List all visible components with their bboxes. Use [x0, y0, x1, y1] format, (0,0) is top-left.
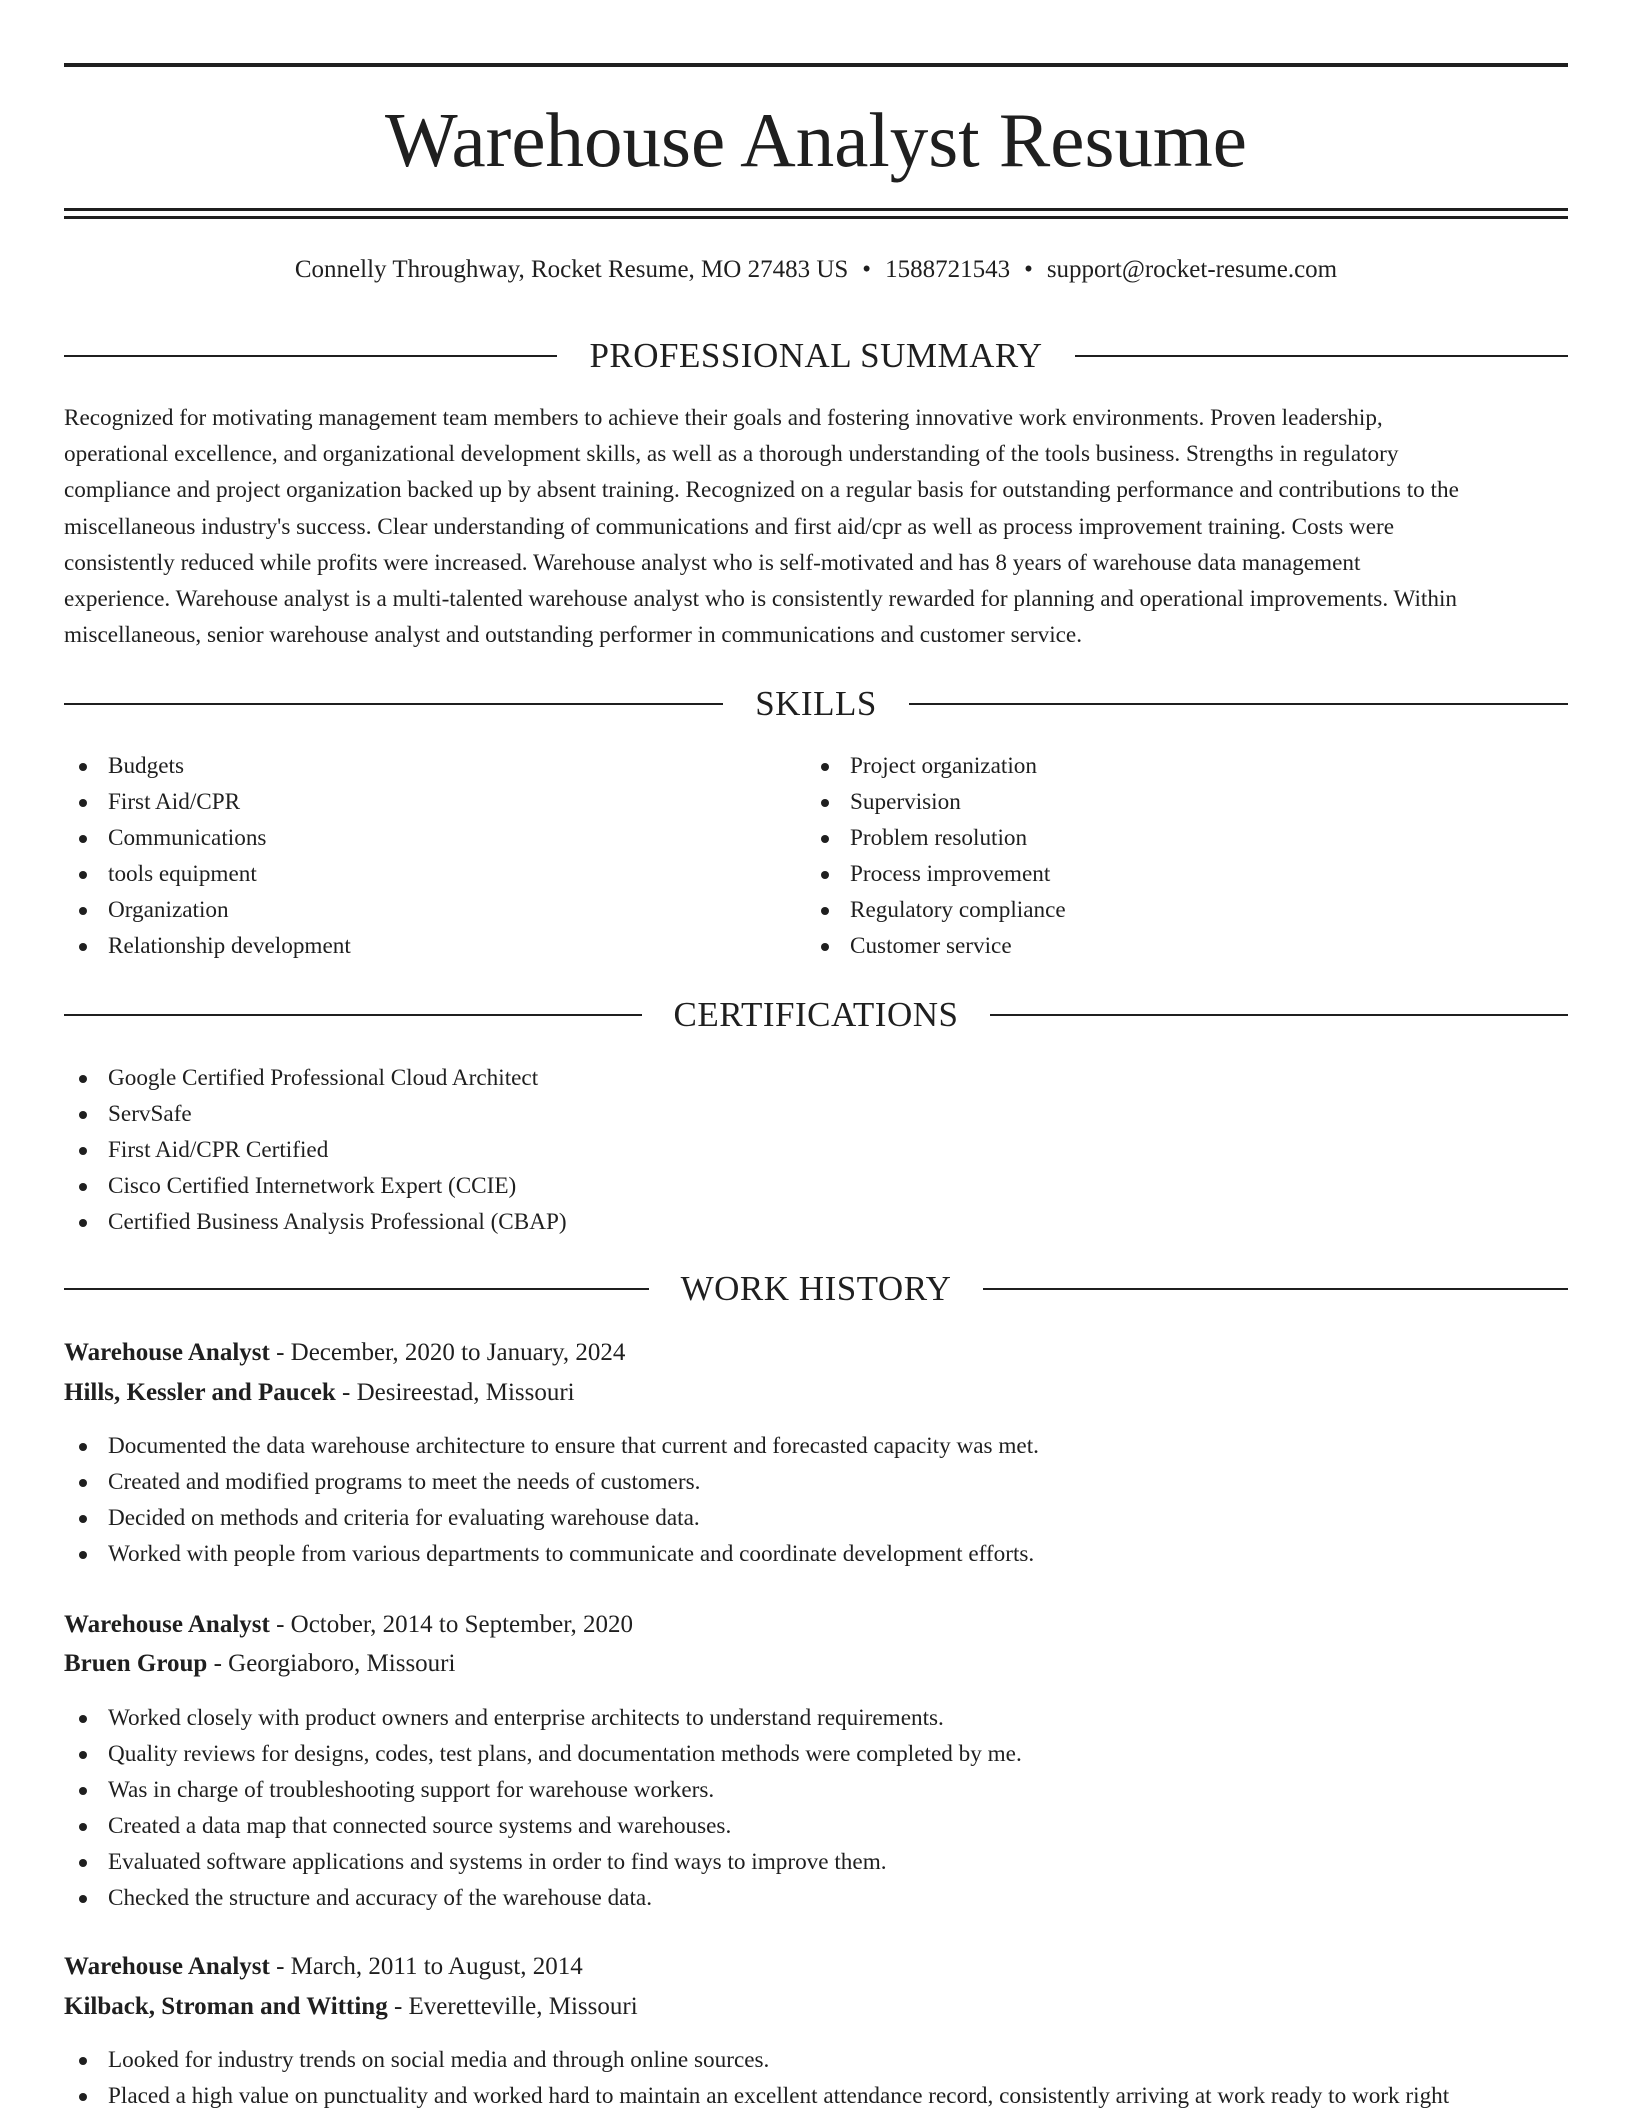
section-heading-certifications	[64, 993, 1568, 1037]
job-company: Kilback, Stroman and Witting	[64, 1993, 388, 2020]
skill-item: Relationship development	[64, 928, 351, 964]
summary-line: compliance and project organization backed up by absent training. Recognized on a regular basis for outstanding performance and contributions to the	[64, 477, 1459, 504]
job-company: Hills, Kessler and Paucek	[64, 1379, 336, 1406]
job-bullet: Created a data map that connected source systems and warehouses.	[64, 1808, 1022, 1844]
job-company-line	[64, 1645, 455, 1683]
job-company-line	[64, 1374, 575, 1412]
job-bullets	[64, 1428, 1039, 1572]
job-title: Warehouse Analyst	[64, 1953, 270, 1980]
summary-line: experience. Warehouse analyst is a multi-talented warehouse analyst who is consistently rewarded for planning and operational improvements. Within	[64, 586, 1457, 613]
summary-line: operational excellence, and organizational development skills, as well as a thorough understanding of the tools business. Strengths in regulatory	[64, 441, 1399, 468]
skill-item: Process improvement	[806, 856, 1066, 892]
heading-rule-left	[64, 1288, 649, 1290]
job-bullet: Created and modified programs to meet the needs of customers.	[64, 1464, 1039, 1500]
certification-item: Cisco Certified Internetwork Expert (CCIE)	[64, 1168, 567, 1204]
heading-rule-right	[983, 1288, 1568, 1290]
title-rule-lower	[64, 216, 1568, 219]
job-dates: - December, 2020 to January, 2024	[276, 1339, 626, 1366]
job-bullet: Was in charge of troubleshooting support for warehouse workers.	[64, 1772, 1022, 1808]
summary-line: miscellaneous industry's success. Clear understanding of communications and first aid/cpr as well as process improvement training. Costs were	[64, 513, 1395, 540]
job-dates: - March, 2011 to August, 2014	[276, 1953, 583, 1980]
job-title-line	[64, 1948, 583, 1986]
title-rule-upper	[64, 208, 1568, 211]
contact-phone: 1588721543	[885, 256, 1011, 283]
heading-rule-right	[1075, 355, 1568, 357]
section-heading-work-history	[64, 1267, 1568, 1311]
job-bullet: Decided on methods and criteria for evaluating warehouse data.	[64, 1500, 1039, 1536]
contact-address: Connelly Throughway, Rocket Resume, MO 27483 US	[294, 256, 849, 283]
section-title: SKILLS	[755, 684, 877, 723]
summary-paragraph	[64, 400, 1568, 653]
skill-item: Organization	[64, 892, 351, 928]
job-dates: - October, 2014 to September, 2020	[276, 1611, 634, 1638]
certifications-list	[64, 1060, 567, 1240]
contact-separator: •	[1024, 256, 1033, 283]
job-bullets	[64, 2042, 1449, 2114]
section-title: WORK HISTORY	[680, 1269, 952, 1308]
skill-item: Customer service	[806, 928, 1066, 964]
job-location: - Desireestad, Missouri	[342, 1379, 575, 1406]
skill-item: tools equipment	[64, 856, 351, 892]
summary-line: miscellaneous, senior warehouse analyst and outstanding performer in communications and customer service.	[64, 622, 1083, 649]
job-title-line	[64, 1334, 625, 1372]
job-bullet: Worked closely with product owners and enterprise architects to understand requirements.	[64, 1700, 1022, 1736]
heading-rule-left	[64, 1014, 642, 1016]
contact-line	[64, 252, 1568, 288]
contact-separator: •	[862, 256, 872, 283]
skill-item: First Aid/CPR	[64, 784, 351, 820]
job-bullet: Quality reviews for designs, codes, test plans, and documentation methods were completed by me.	[64, 1736, 1022, 1772]
resume-title: Warehouse Analyst Resume	[384, 97, 1247, 183]
contact-email[interactable]: support@rocket-resume.com	[1046, 256, 1338, 283]
job-title: Warehouse Analyst	[64, 1339, 270, 1366]
top-rule	[64, 63, 1568, 67]
heading-rule-right	[909, 703, 1568, 705]
skills-list-right	[806, 748, 1066, 964]
skill-item: Supervision	[806, 784, 1066, 820]
skill-item: Budgets	[64, 748, 351, 784]
job-location: - Everetteville, Missouri	[393, 1993, 638, 2020]
job-company-line	[64, 1988, 638, 2026]
certification-item: Certified Business Analysis Professional (CBAP)	[64, 1204, 567, 1240]
certification-item: First Aid/CPR Certified	[64, 1132, 567, 1168]
section-title: PROFESSIONAL SUMMARY	[589, 336, 1043, 375]
job-bullet: Documented the data warehouse architecture to ensure that current and forecasted capacity was met.	[64, 1428, 1039, 1464]
job-bullet: Placed a high value on punctuality and worked hard to maintain an excellent attendance record, consistently arriving at work ready to work right	[64, 2078, 1449, 2114]
job-bullet: Checked the structure and accuracy of the warehouse data.	[64, 1880, 1022, 1916]
job-bullet: Evaluated software applications and systems in order to find ways to improve them.	[64, 1844, 1022, 1880]
skills-list-left	[64, 748, 351, 964]
skill-item: Project organization	[806, 748, 1066, 784]
job-bullets	[64, 1700, 1022, 1916]
section-title: CERTIFICATIONS	[673, 995, 959, 1034]
skill-item: Regulatory compliance	[806, 892, 1066, 928]
section-heading-summary	[64, 334, 1568, 378]
summary-line: Recognized for motivating management team members to achieve their goals and fostering innovative work environments. Proven leadership,	[64, 405, 1383, 431]
job-bullet: Looked for industry trends on social media and through online sources.	[64, 2042, 1449, 2078]
job-title: Warehouse Analyst	[64, 1611, 270, 1638]
heading-rule-left	[64, 355, 557, 357]
job-company: Bruen Group	[64, 1650, 208, 1677]
section-heading-skills	[64, 682, 1568, 726]
job-location: - Georgiaboro, Missouri	[213, 1650, 456, 1677]
summary-line: consistently reduced while profits were increased. Warehouse analyst who is self-motivated and has 8 years of warehouse data management	[64, 549, 1361, 576]
certification-item: ServSafe	[64, 1096, 567, 1132]
heading-rule-left	[64, 703, 723, 705]
job-title-line	[64, 1606, 633, 1644]
skill-item: Communications	[64, 820, 351, 856]
certification-item: Google Certified Professional Cloud Architect	[64, 1060, 567, 1096]
heading-rule-right	[990, 1014, 1568, 1016]
job-bullet: Worked with people from various departments to communicate and coordinate development efforts.	[64, 1536, 1039, 1572]
skill-item: Problem resolution	[806, 820, 1066, 856]
